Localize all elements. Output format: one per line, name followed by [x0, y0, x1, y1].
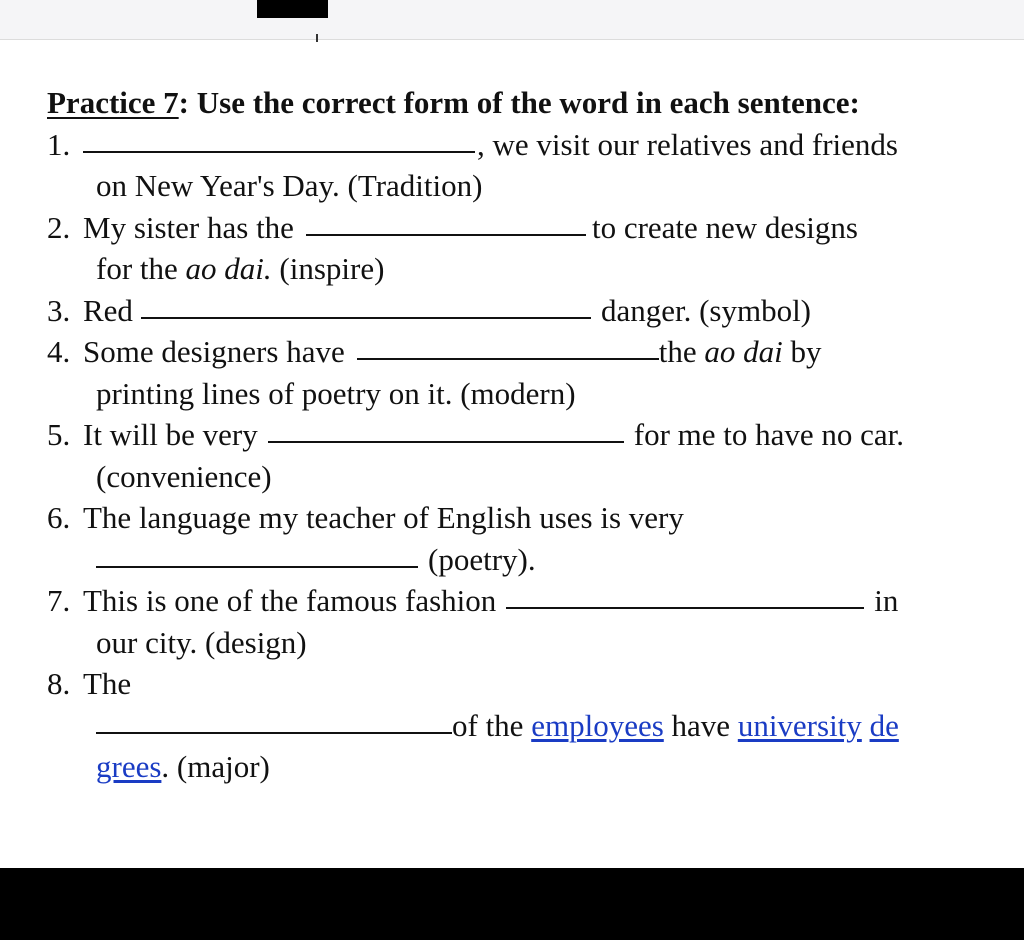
- item-text-before: Some designers have: [83, 334, 345, 369]
- exercise-item-1: [47, 124, 977, 207]
- answer-blank-4[interactable]: [357, 357, 659, 360]
- link-gap: [862, 705, 870, 747]
- item-text-before: The language my teacher of English uses is very: [83, 500, 684, 535]
- item-number: 5.: [47, 417, 71, 452]
- item-text-after: to create new designs: [591, 209, 858, 245]
- item-text-before: The: [83, 666, 132, 701]
- viewer-top-strip: [0, 0, 1024, 40]
- item-continuation-2: [47, 746, 977, 788]
- exercise-item-6: [47, 497, 977, 580]
- answer-blank-5[interactable]: [268, 440, 624, 443]
- item-continuation: our city. (design): [96, 624, 307, 660]
- answer-blank-2[interactable]: [306, 233, 586, 236]
- answer-blank-7[interactable]: [506, 606, 864, 609]
- item-number: 8.: [47, 666, 71, 701]
- item-text-after: [659, 331, 822, 373]
- item-continuation: on New Year's Day. (Tradition): [96, 168, 483, 203]
- after-text: by: [782, 334, 822, 369]
- practice-title-label: Practice 7: [47, 85, 179, 120]
- answer-blank-8[interactable]: [96, 731, 452, 734]
- worksheet: [47, 82, 977, 788]
- item-number: 6.: [47, 500, 71, 535]
- top-tick-mark: [316, 34, 318, 42]
- bottom-black-bar: [0, 868, 1024, 940]
- item-text-before: Red: [83, 292, 133, 328]
- answer-blank-3[interactable]: [141, 316, 591, 319]
- practice-title-text: : Use the correct form of the word in each sentence:: [178, 85, 860, 120]
- item-text-after: in: [874, 583, 899, 618]
- cont-text: for the: [96, 251, 186, 286]
- after-italic: ao dai: [704, 334, 783, 369]
- item-continuation: printing lines of poetry on it. (modern): [96, 375, 576, 411]
- link-degrees-part2[interactable]: grees: [96, 749, 162, 784]
- link-degrees-part1[interactable]: de: [869, 707, 899, 743]
- item-continuation: (convenience): [96, 458, 272, 494]
- link-employees[interactable]: employees: [531, 707, 664, 743]
- link-university[interactable]: university: [737, 707, 862, 743]
- cont-italic: ao dai.: [185, 251, 272, 286]
- practice-title: [47, 82, 977, 124]
- item-text-before: It will be very: [83, 417, 258, 452]
- item-text-after: danger. (symbol): [600, 292, 812, 328]
- exercise-item-4: [47, 331, 977, 414]
- exercise-item-2: [47, 207, 977, 290]
- item-number: 7.: [47, 583, 71, 618]
- item-number: 1.: [47, 126, 71, 162]
- top-black-tab: [257, 0, 328, 18]
- item-continuation: [47, 539, 977, 581]
- item-continuation: [47, 705, 977, 747]
- item-text-after: for me to have no car.: [633, 417, 905, 452]
- exercise-item-3: [47, 290, 977, 332]
- cont-text: . (major): [161, 749, 270, 784]
- exercise-item-7: [47, 580, 977, 663]
- exercise-item-8: [47, 663, 977, 788]
- item-number: 3.: [47, 292, 71, 328]
- item-text-after: , we visit our relatives and friends: [477, 126, 898, 162]
- item-text-before: My sister has the: [83, 209, 294, 245]
- item-text-after: (poetry).: [428, 541, 536, 577]
- item-number: 2.: [47, 209, 71, 245]
- item-continuation: [47, 248, 977, 290]
- exercise-item-5: [47, 414, 977, 497]
- cont-text: of the: [452, 707, 532, 743]
- answer-blank-6[interactable]: [96, 565, 418, 568]
- after-text: the: [658, 334, 705, 369]
- cont-text: (inspire): [271, 251, 385, 286]
- answer-blank-1[interactable]: [83, 150, 475, 153]
- item-number: 4.: [47, 334, 71, 369]
- item-text-before: This is one of the famous fashion: [83, 583, 497, 618]
- cont-text: have: [663, 707, 738, 743]
